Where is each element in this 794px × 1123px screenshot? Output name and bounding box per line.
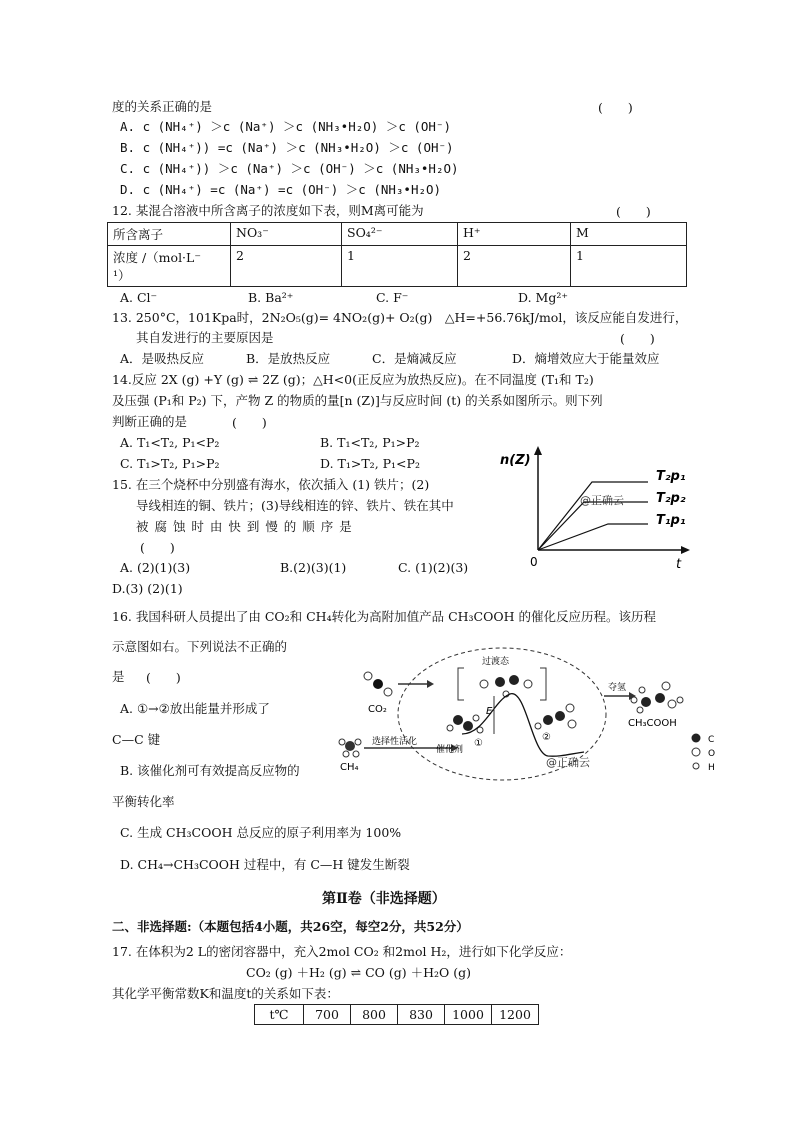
curve-label-t1p1: T₁p₁ — [656, 513, 686, 528]
q11-option-a: A. c (NH₄⁺) ＞c (Na⁺) ＞c (NH₃•H₂O) ＞c (OH⁻) — [120, 119, 451, 134]
q13-answer-paren: ( ) — [620, 331, 655, 346]
co2-label: CO₂ — [368, 704, 387, 715]
legend-carbon: C — [708, 735, 715, 745]
q11-option-c: C. c (NH₄⁺)) ＞c (Na⁺) ＞c (OH⁻) ＞c (NH₃•H₂O) — [120, 161, 459, 176]
q15-option-c: C. (1)(2)(3) — [398, 560, 469, 575]
q12-stem: 12. 某混合溶液中所含离子的浓度如下表，则M离可能为 — [112, 203, 424, 218]
q17-col-1000: 1000 — [445, 1005, 492, 1025]
legend-oxygen: O — [708, 749, 716, 759]
selective-activation-label: 选择性活化 — [372, 737, 418, 747]
ch4-molecule-icon — [339, 739, 361, 757]
curve-t1p1 — [538, 524, 648, 550]
q16-reaction-diagram — [334, 644, 754, 784]
q12-option-d: D. Mg²⁺ — [518, 290, 568, 305]
q14-stem-line1: 14.反应 2X (g) +Y (g) ⇌ 2Z (g)；△H<0(正反应为放热反应)。在不同温度 (T₁和 T₂) — [112, 372, 594, 387]
curve-t2p2 — [538, 502, 648, 550]
q12-row-label-line1: 浓度 /（mol·L⁻ — [113, 250, 201, 265]
ch4-label: CH₄ — [340, 762, 359, 773]
energy-label: E — [486, 706, 493, 717]
transition-bracket-right — [540, 668, 546, 700]
q17-stem: 17. 在体积为2 L的密闭容器中，充入2mol CO₂ 和2mol H₂，进行如下化学反应： — [112, 944, 572, 959]
q12-header-m: M — [571, 223, 687, 246]
q16-stem-line3: 是 — [112, 669, 125, 684]
q12-row-label-line2: ¹） — [113, 268, 131, 283]
q14-option-b: B. T₁<T₂, P₁>P₂ — [320, 435, 420, 450]
graph-x-arrow — [681, 546, 690, 554]
transition-bracket-left — [458, 668, 464, 700]
q12-header-no3: NO₃⁻ — [231, 223, 342, 246]
q12-option-a: A. Cl⁻ — [120, 290, 158, 305]
catalyst-label: 催化剂 — [436, 745, 464, 755]
q13-stem-line1: 13. 250°C，101Kpa时，2N₂O₅(g)= 4NO₂(g)+ O₂(g) △H=+56.76kJ/mol，该反应能自发进行， — [112, 310, 688, 325]
q16-option-d: D. CH₄→CH₃COOH 过程中，有 C—H 键发生断裂 — [120, 857, 410, 872]
step-1-label: ① — [474, 738, 483, 749]
q17-col-1200: 1200 — [492, 1005, 539, 1025]
ch3cooh-molecule-icon — [631, 682, 683, 713]
q14-nz-time-graph — [496, 442, 696, 572]
q13-option-b: B．是放热反应 — [246, 351, 331, 366]
q16-option-b-line2: 平衡转化率 — [112, 794, 175, 809]
graph-watermark: @正确云 — [580, 494, 624, 507]
q15-stem-line3: 被 腐 蚀 时 由 快 到 慢 的 顺 序 是 — [136, 519, 353, 534]
q13-option-d: D．熵增效应大于能量效应 — [512, 351, 660, 366]
q12-value-so4: 1 — [342, 246, 458, 287]
q13-option-a: A．是吸热反应 — [120, 351, 205, 366]
q14-option-c: C. T₁>T₂, P₁>P₂ — [120, 456, 220, 471]
q17-equation: CO₂ (g) ＋H₂ (g) ⇌ CO (g) ＋H₂O (g) — [246, 965, 471, 980]
q17-k-temperature-table — [254, 1004, 539, 1025]
q17-col-800: 800 — [351, 1005, 398, 1025]
legend-carbon-icon — [692, 734, 701, 743]
q13-stem-line2: 其自发进行的主要原因是 — [136, 330, 274, 345]
q15-answer-paren: ( ) — [140, 540, 175, 555]
q14-stem-line2: 及压强 (P₁和 P₂) 下，产物 Z 的物质的量[n (Z)]与反应时间 (t) 的关系如图所示。则下列 — [112, 393, 603, 408]
transition-state-label: 过渡态 — [482, 657, 510, 667]
q12-option-b: B. Ba²⁺ — [248, 290, 294, 305]
q13-option-c: C．是熵减反应 — [372, 351, 457, 366]
q16-stem-line1: 16. 我国科研人员提出了由 CO₂和 CH₄转化为高附加值产品 CH₃COOH 的催化反应历程。该历程 — [112, 609, 656, 624]
q15-option-a: A. (2)(1)(3) — [120, 560, 191, 575]
q11-option-b: B. c (NH₄⁺)) =c (Na⁺) ＞c (NH₃•H₂O) ＞c (OH⁻) — [120, 140, 454, 155]
diagram-watermark: @正确云 — [546, 756, 590, 769]
q12-ion-table — [107, 222, 687, 287]
product-label: CH₃COOH — [628, 718, 677, 729]
q12-header-ion: 所含离子 — [108, 223, 231, 246]
q15-stem-line1: 15. 在三个烧杯中分别盛有海水，依次插入 (1) 铁片；(2) — [112, 477, 430, 492]
transition-state-molecule-icon — [480, 675, 532, 697]
section-2-title: 第Ⅱ卷（非选择题） — [322, 891, 446, 907]
q16-answer-paren: ( ) — [146, 670, 181, 685]
q11-option-d: D. c (NH₄⁺) =c (Na⁺) =c (OH⁻) ＞c (NH₃•H₂O) — [120, 182, 442, 197]
graph-y-label: n(Z) — [500, 453, 531, 468]
q15-option-d: D.(3) (2)(1) — [112, 581, 183, 596]
q12-header-so4: SO₄²⁻ — [342, 223, 458, 246]
q15-stem-line2: 导线相连的铜、铁片；(3)导线相连的锌、铁片、铁在其中 — [136, 498, 454, 513]
q12-value-m: 1 — [571, 246, 687, 287]
q12-value-no3: 2 — [231, 246, 342, 287]
q16-option-b-line1: B. 该催化剂可有效提高反应物的 — [120, 763, 300, 778]
q16-option-a-line1: A. ①→②放出能量并形成了 — [120, 701, 270, 716]
q16-option-c: C. 生成 CH₃COOH 总反应的原子利用率为 100% — [120, 825, 402, 840]
q11-stem-tail: 度的关系正确的是 — [112, 99, 213, 114]
graph-origin: 0 — [530, 555, 538, 569]
q14-option-a: A. T₁<T₂, P₁<P₂ — [120, 435, 220, 450]
graph-x-label: t — [676, 557, 682, 572]
q16-option-a-line2: C—C 键 — [112, 732, 161, 747]
q17-col-700: 700 — [304, 1005, 351, 1025]
q17-col-t: t℃ — [255, 1005, 304, 1025]
q11-answer-paren: ( ) — [598, 100, 633, 115]
curve-label-t2p2: T₂p₂ — [656, 491, 686, 506]
co2-arrow-head — [427, 680, 434, 688]
q12-option-c: C. F⁻ — [376, 290, 409, 305]
q14-answer-paren: ( ) — [232, 415, 267, 430]
intermediate-molecule-icon — [535, 704, 576, 729]
q12-row-label — [108, 246, 231, 287]
catalyst-cluster-icon — [447, 715, 483, 733]
q14-option-d: D. T₁>T₂, P₁<P₂ — [320, 456, 420, 471]
curve-label-t2p1: T₂p₁ — [656, 469, 686, 484]
q17-table-intro: 其化学平衡常数K和温度t的关系如下表： — [112, 986, 339, 1001]
q12-header-h: H⁺ — [458, 223, 571, 246]
hydrogen-grab-label: 夺氢 — [608, 683, 627, 693]
q15-option-b: B.(2)(3)(1) — [280, 560, 347, 575]
q16-stem-line2: 示意图如右。下列说法不正确的 — [112, 639, 288, 654]
step-2-label: ② — [542, 732, 551, 743]
q17-col-830: 830 — [398, 1005, 445, 1025]
curve-t2p1 — [538, 482, 648, 550]
graph-y-arrow — [534, 446, 542, 455]
q14-stem-line3: 判断正确的是 — [112, 414, 188, 429]
q12-answer-paren: ( ) — [616, 204, 651, 219]
legend-oxygen-icon — [692, 748, 700, 756]
legend-hydrogen-icon — [693, 763, 699, 769]
co2-molecule-icon — [364, 672, 392, 696]
legend-hydrogen: H — [708, 763, 715, 773]
section-2-heading: 二、非选择题:（本题包括4小题，共26空，每空2分，共52分） — [112, 919, 469, 934]
q12-value-h: 2 — [458, 246, 571, 287]
